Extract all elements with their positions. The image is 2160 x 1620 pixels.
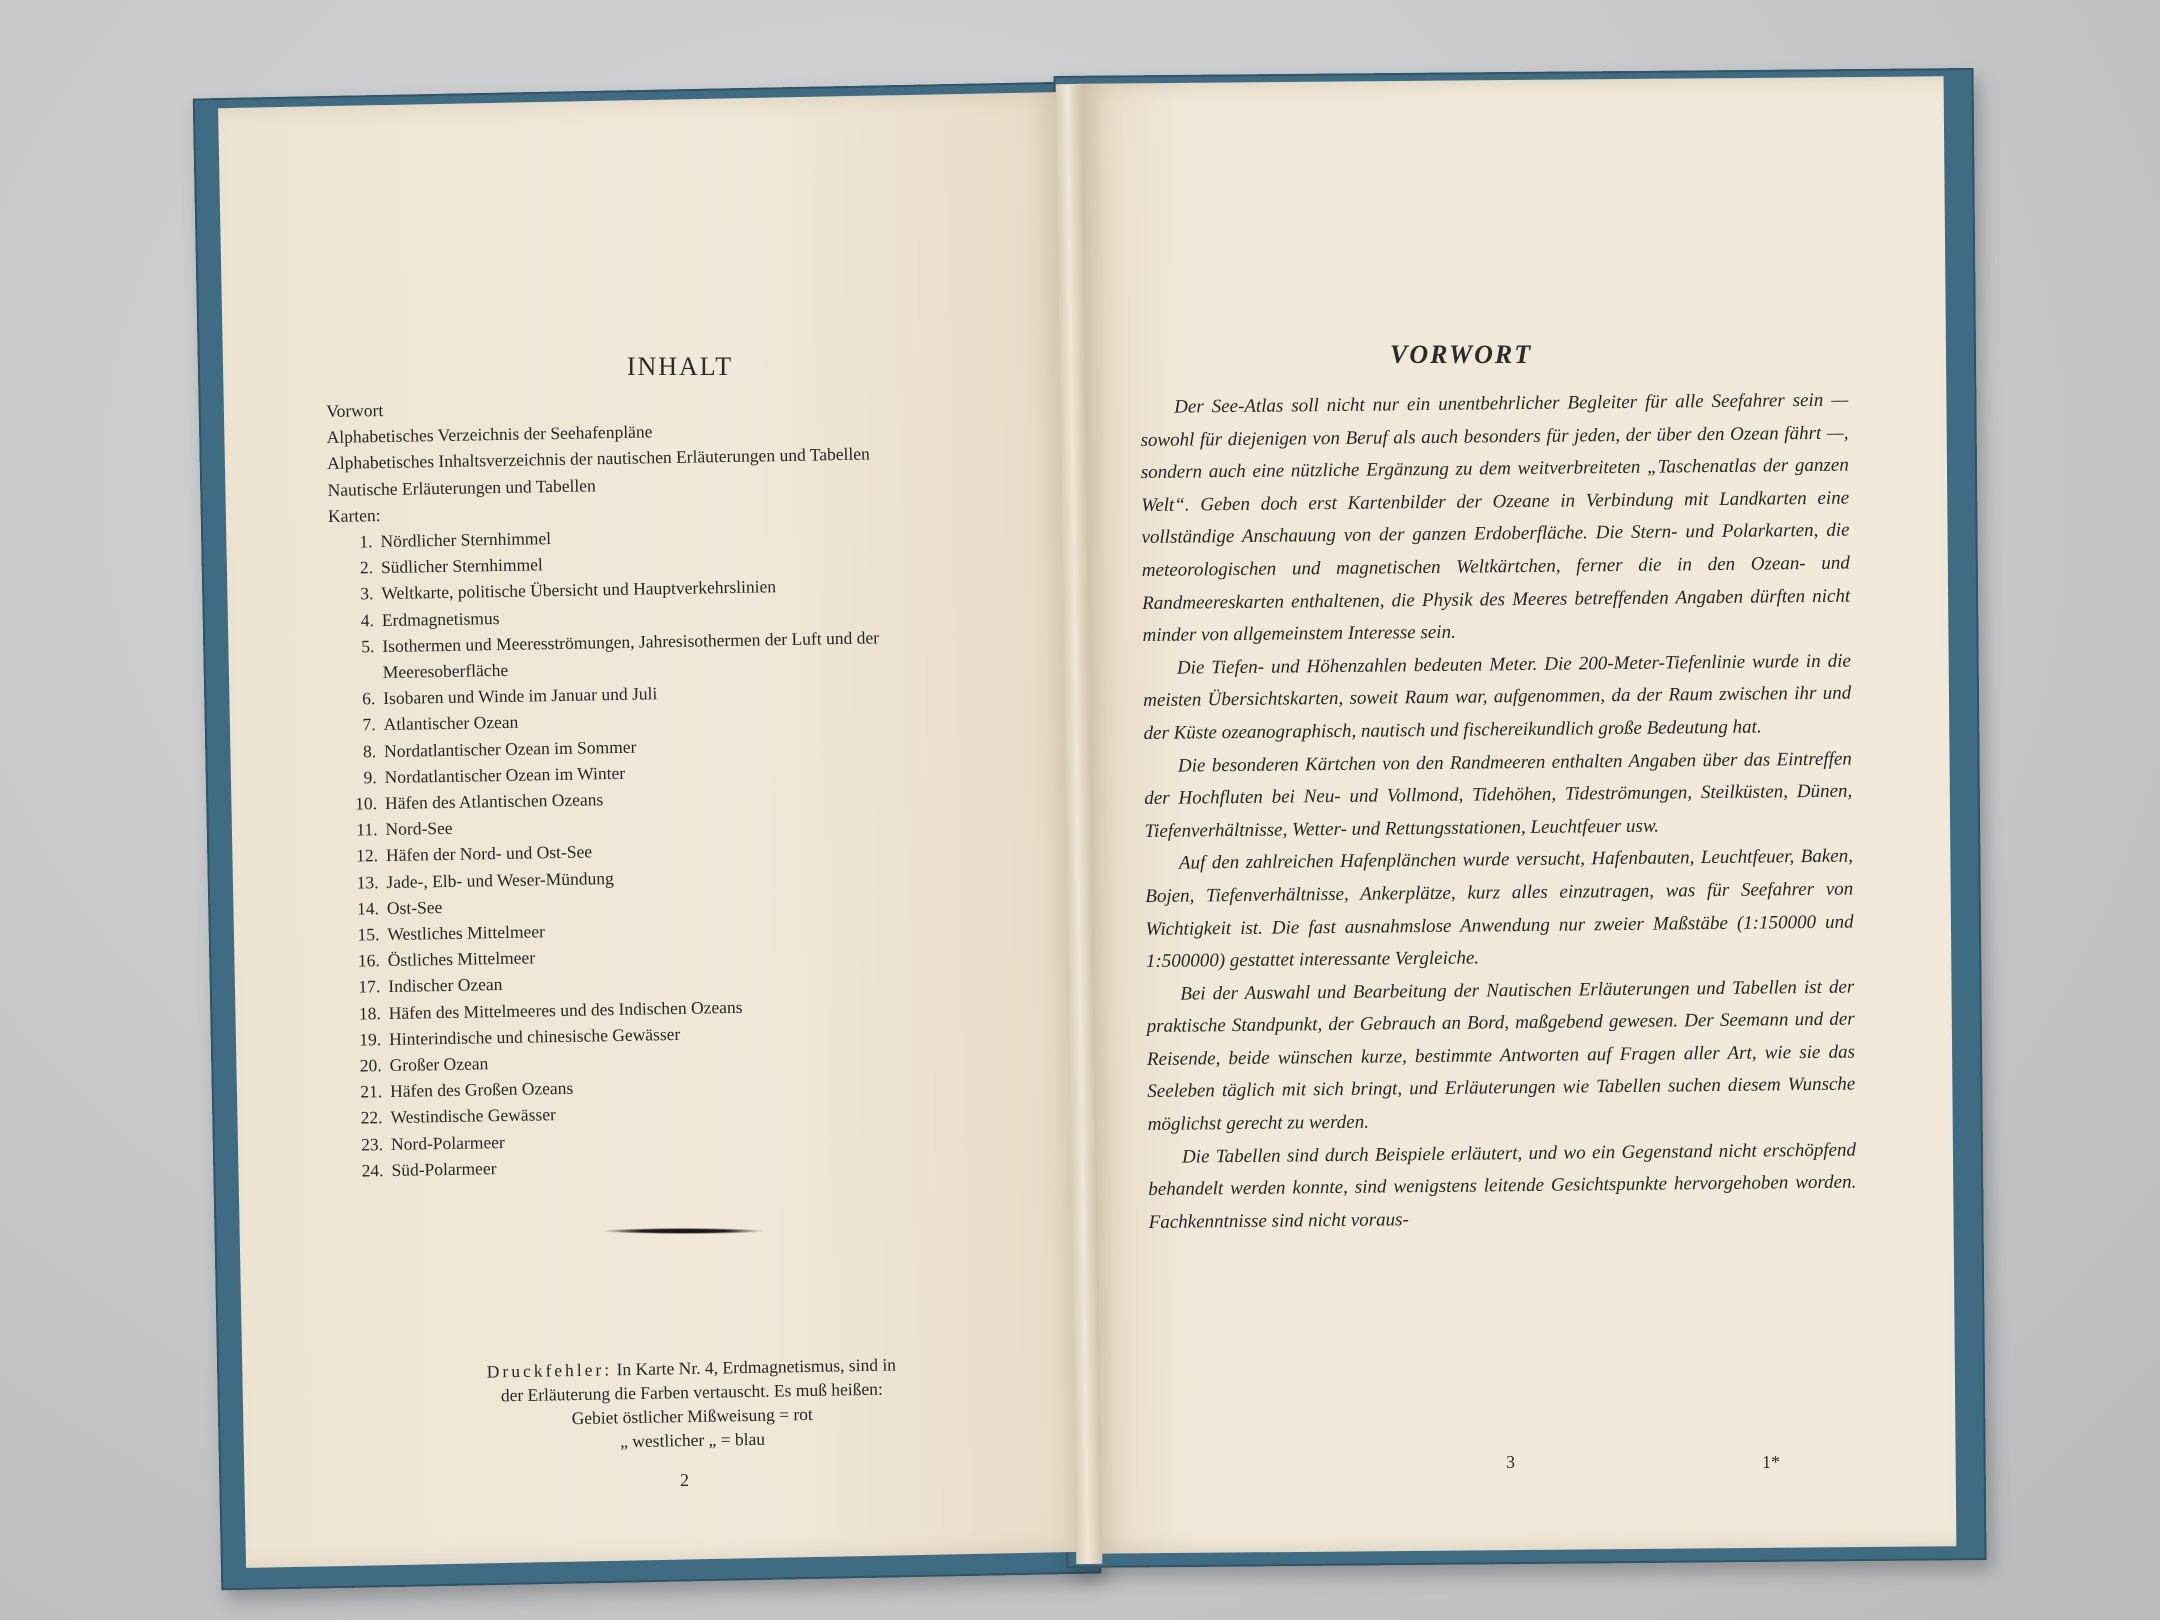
toc-map-number: 2. <box>359 557 374 578</box>
signature-mark: 1* <box>1762 1452 1780 1472</box>
toc-front-item: Alphabetisches Verzeichnis der Seehafenpläne <box>326 421 653 448</box>
toc-map-number: 21. <box>360 1081 383 1102</box>
errata-label: Druckfehler: <box>486 1359 613 1382</box>
toc-map-title: Großer Ozean <box>389 1053 489 1076</box>
toc-map-title: Süd-Polarmeer <box>391 1158 497 1180</box>
foreword-text <box>1140 385 1857 1240</box>
toc-map-title: Häfen der Nord- und Ost-See <box>385 841 593 866</box>
foreword-paragraph: Die Tabellen sind durch Beispiele erläutert, und wo ein Gegenstand nicht erschöpfend behandelt werden konnte, sind wenigstens leitende Gesichtspunkte hervorgehoben worden. Fachkenntnisse sind nicht voraus- <box>1148 1139 1857 1233</box>
toc-map-number: 22. <box>360 1107 383 1128</box>
toc-map-number: 19. <box>359 1029 382 1050</box>
foreword-paragraph: Der See-Atlas soll nicht nur ein unentbehrlicher Begleiter für alle Seefahrer sein — sowohl für diejenigen von Beruf als auch besonders für jeden, der über den Ozean fährt —, sondern auch eine nützliche Ergänzung zu dem weitverbreiteten „Taschenatlas der ganzen Welt“. Geben doch erst Kartenbilder der Ozeane in Verbindung mit Landkarten eine vollständige Anschauung von der ganzen Erdoberfläche. Die Stern- und Polarkarten, die meteorologischen und magnetischen Weltkärtchen, ferner die in den Ozean- und Randmeereskarten enthaltenen, die Physik des Meeres betreffenden Angaben dürften nicht minder von allgemeinstem Interesse sein. <box>1140 389 1851 647</box>
toc-map-number: 13. <box>356 871 379 893</box>
errata-note <box>381 1351 1003 1458</box>
toc-map-number: 9. <box>363 767 377 788</box>
toc-front-item: Alphabetisches Inhaltsverzeichnis der nautischen Erläuterungen und Tabellen <box>326 443 870 474</box>
left-page-number: 2 <box>680 1470 689 1490</box>
foreword-paragraph: Die besonderen Kärtchen von den Randmeeren enthalten Angaben über das Eintreffen der Hochfluten bei Neu- und Vollmond, Tidehöhen, Tideströmungen, Steilküsten, Dünen, Tiefenverhältnisse, Wetter- und Rettungsstationen, Leuchtfeuer usw. <box>1144 748 1853 842</box>
toc-front-item: Vorwort <box>326 400 384 421</box>
foreword-heading: VORWORT <box>1390 340 1533 369</box>
toc-map-number: 7. <box>362 714 376 735</box>
toc-map-title: Indischer Ozean <box>388 974 503 997</box>
toc-map-number: 16. <box>357 950 380 971</box>
ornamental-divider <box>604 1228 762 1234</box>
foreword-paragraph: Die Tiefen- und Höhenzahlen bedeuten Meter. Die 200-Meter-Tiefenlinie wurde in die meisten Übersichtskarten, soweit Raum war, aufgenommen, da der Raum zwischen ihr und der Küste ozeanographisch, nautisch und fischereikundlich große Bedeutung hat. <box>1143 650 1852 744</box>
toc-map-number: 1. <box>359 531 373 552</box>
toc-map-number: 14. <box>356 898 380 919</box>
toc-map-title: Südlicher Sternhimmel <box>380 554 543 578</box>
foreword-paragraph: Bei der Auswahl und Bearbeitung der Nautischen Erläuterungen und Tabellen ist der praktische Standpunkt, der Gebrauch an Bord, maßgebend gewesen. Der Seemann und der Reisende, beide wünschen kurze, bestimmte Antworten auf Fragen aller Art, wie sie das Seeleben täglich mit sich bringt, und Erläuterungen wie Tabellen suchen diesem Wunsche möglichst gerecht zu werden. <box>1146 976 1856 1136</box>
toc-heading: INHALT <box>626 352 734 381</box>
toc-map-title: Häfen des Atlantischen Ozeans <box>384 789 604 814</box>
foreword-paragraph: Auf den zahlreichen Hafenplänchen wurde versucht, Hafenbauten, Leuchtfeuer, Baken, Bojen, Tiefenverhältnisse, Ankerplätze, kurz alles einzutragen, was für Seefahrer von Wichtigkeit ist. Die fast ausnahmslose Anwendung nur zweier Maßstäbe (1:150000 und 1:500000) gestattet interessante Vergleiche. <box>1145 845 1854 973</box>
toc-map-title: Häfen des Großen Ozeans <box>389 1078 574 1102</box>
toc-map-number: 10. <box>355 793 378 814</box>
right-page-number: 3 <box>1506 1452 1515 1472</box>
toc-map-title: Isobaren und Winde im Januar und Juli <box>383 683 658 709</box>
toc-map-title: Weltkarte, politische Übersicht und Hauptverkehrslinien <box>381 576 777 604</box>
errata-line4: „ westlicher „ = blau <box>619 1428 766 1452</box>
toc-map-number: 24. <box>361 1160 384 1181</box>
toc-map-title: Meeresoberfläche <box>382 659 509 683</box>
toc-map-title: Nord-Polarmeer <box>390 1131 505 1154</box>
toc-map-title: Isothermen und Meeresströmungen, Jahresisothermen der Luft und der <box>382 627 880 656</box>
toc-map-title: Nord-See <box>385 818 453 840</box>
toc-map-number: 23. <box>360 1133 384 1155</box>
toc-map-number: 12. <box>355 845 379 866</box>
toc-maps-list <box>328 516 1059 1184</box>
toc-map-number: 3. <box>360 583 374 604</box>
toc-map-title: Hinterindische und chinesische Gewässer <box>389 1023 681 1049</box>
errata-line3: Gebiet östlicher Mißweisung = rot <box>571 1403 813 1429</box>
toc-map-title: Atlantischer Ozean <box>383 712 519 735</box>
toc-map-number: 6. <box>361 688 376 709</box>
toc-map-title: Westliches Mittelmeer <box>387 921 546 945</box>
toc-front-item: Nautische Erläuterungen und Tabellen <box>327 474 596 500</box>
toc-map-number: 4. <box>360 609 375 631</box>
errata-line1: In Karte Nr. 4, Erdmagnetismus, sind in <box>616 1354 897 1380</box>
toc-map-title: Nordatlantischer Ozean im Sommer <box>383 736 637 761</box>
toc-map-number: 17. <box>358 976 381 997</box>
errata-line2: der Erläuterung die Farben vertauscht. Es muß heißen: <box>500 1378 883 1406</box>
toc-map-number: 8. <box>362 740 377 762</box>
toc-map-title: Erdmagnetismus <box>381 607 500 630</box>
toc-map-title: Westindische Gewässer <box>390 1104 556 1128</box>
toc-map-number: 20. <box>359 1055 382 1076</box>
toc-map-title: Nordatlantischer Ozean im Winter <box>384 762 626 787</box>
toc-map-title: Ost-See <box>386 896 443 918</box>
toc-map-title: Jade-, Elb- und Weser-Mündung <box>386 867 614 892</box>
toc-map-title: Östliches Mittelmeer <box>387 947 536 971</box>
toc-front-item: Karten: <box>327 504 381 526</box>
toc-map-title: Nördlicher Sternhimmel <box>380 528 552 552</box>
toc-map-number: 5. <box>361 636 375 657</box>
toc-map-title: Häfen des Mittelmeeres und des Indischen Ozeans <box>388 996 743 1023</box>
toc-map-number: 18. <box>358 1002 381 1024</box>
table-of-contents <box>326 385 1060 1184</box>
toc-map-number: 15. <box>357 924 380 945</box>
toc-map-number: 11. <box>356 819 378 840</box>
